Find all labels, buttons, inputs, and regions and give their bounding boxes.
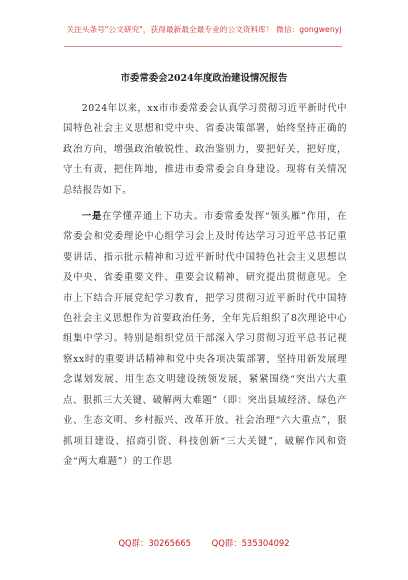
header-divider xyxy=(64,46,342,47)
point-lead: 一是 xyxy=(81,211,103,223)
qq-group-2: QQ群：535304092 xyxy=(211,538,290,548)
paragraph-intro: 2024年以来，xx市市委常委会认真学习贯彻习近平新时代中国特色社会主义思想和党中央、省委决策部署，始终坚持正确的政治方向，增强政治敏锐性、政治鉴别力，要把好关，把好度，守土有责，把住阵地，推进市委常委会自身建设。现将有关情况总结报告如下。 xyxy=(63,103,347,196)
document-title: 市委常委会2024年度政治建设情况报告 xyxy=(120,73,288,84)
promo-banner: 关注头条号"公文研究"，获得最新最全最专业的公文资料库！ 微信：gongwenyj xyxy=(66,25,342,34)
point-text: 在学懂弄通上下功夫。市委常委发挥“领头雁”作用，在常委会和党委理论中心组学习会上及时传达学习习近平总书记重要讲话、指示批示精神和习近平新时代中国特色社会主义思想以及中央、省委重要文件、重要会议精神，研究提出贯彻意见。全市上下结合开展党纪学习教育，把学习贯彻习近平新时代中国特色社会主义思想作为首要政治任务，全年先后组织了8次理论中心组集中学习。特别是组织党员干部深入学习贯彻习近平总书记视察xx时的重要讲话精神和党中央各项决策部署，坚持用新发展理念谋划发展、用生态文明建设统领发展，紧紧围绕“突出六大重点、狠抓三大关键、破解两大难题”（即：突出县域经济、绿色产业、生态文明、乡村振兴、改革开放、社会治理“六大重点”，狠抓项目建设、招商引资、科技创新“三大关键”，破解作风和资金“两大难题”）的工作思 xyxy=(63,211,347,467)
document-body xyxy=(63,99,347,472)
footer-contacts xyxy=(0,537,408,549)
qq-group-1: QQ群：30265665 xyxy=(118,538,191,548)
paragraph-first-point xyxy=(63,207,347,472)
